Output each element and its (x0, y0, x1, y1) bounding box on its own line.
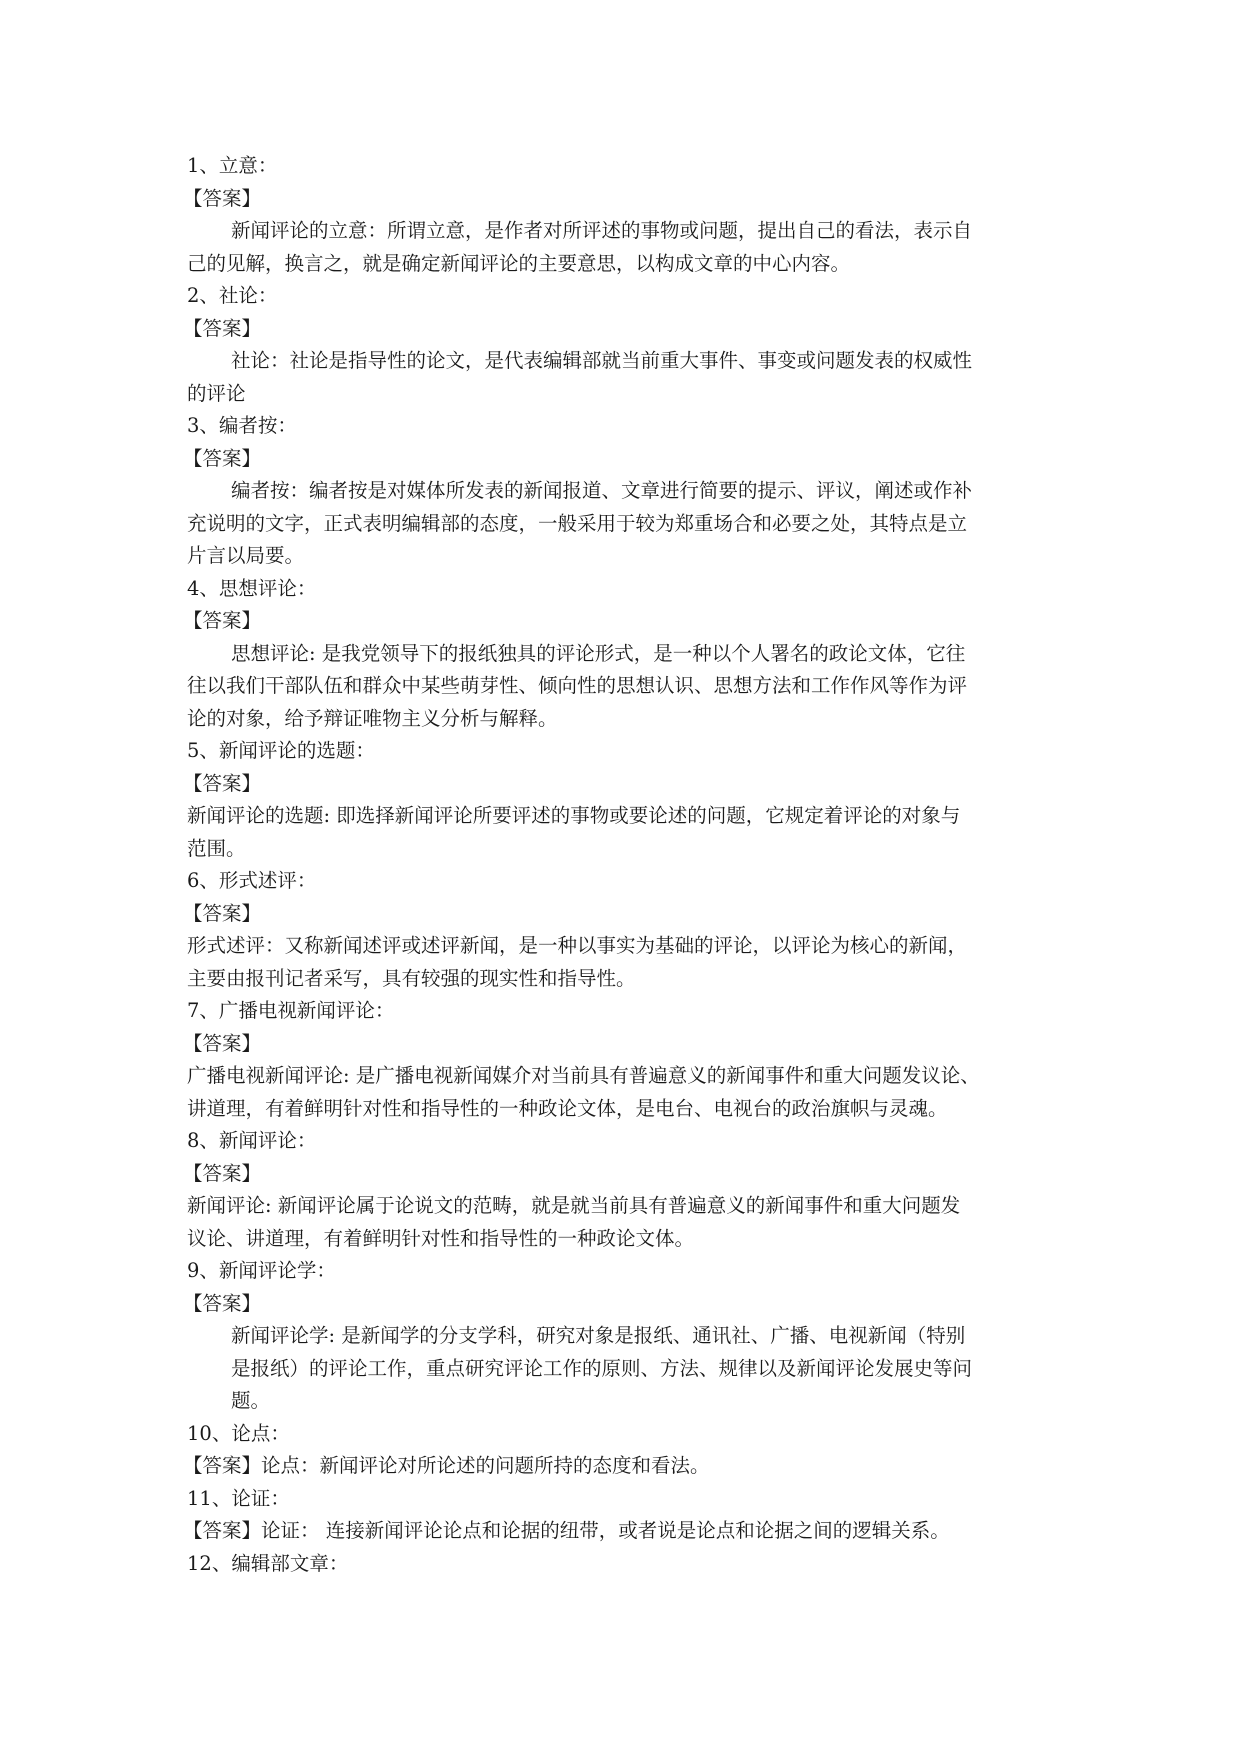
answer-inline-text: 论点：新闻评论对所论述的问题所持的态度和看法。 (261, 1454, 710, 1477)
question-heading: 10、论点： (187, 1421, 290, 1445)
answer-text-line: 范围。 (187, 836, 246, 860)
answer-text-line: 新闻评论的立意：所谓立意，是作者对所评述的事物或问题，提出自己的看法，表示自 (231, 219, 973, 242)
question-heading: 5、新闻评论的选题： (187, 739, 375, 762)
answer-label: 【答案】 (183, 1519, 262, 1542)
answer-text-line: 题。 (231, 1389, 271, 1412)
answer-text-line: 形式述评：又称新闻述评或述评新闻，是一种以事实为基础的评论，以评论为核心的新闻， (187, 934, 968, 957)
answer-inline-row (183, 1450, 1067, 1483)
answer-text-line: 新闻评论: 新闻评论属于论说文的范畴，就是就当前具有普遍意义的新闻事件和重大问题发 (187, 1194, 961, 1217)
document-body (183, 150, 1067, 1580)
answer-label: 【答案】 (183, 446, 262, 470)
question-heading: 3、编者按： (187, 414, 297, 437)
question-heading: 11、论证： (187, 1486, 290, 1510)
question-heading: 8、新闻评论： (187, 1129, 317, 1152)
question-heading: 6、形式述评： (187, 869, 317, 892)
question-heading: 4、思想评论： (187, 576, 317, 600)
answer-text-line: 往以我们干部队伍和群众中某些萌芽性、倾向性的思想认识、思想方法和工作作风等作为评 (187, 674, 968, 697)
answer-text-line: 新闻评论的选题: 即选择新闻评论所要评述的事物或要论述的问题，它规定着评论的对象与 (187, 804, 961, 827)
answer-text-line: 广播电视新闻评论: 是广播电视新闻媒介对当前具有普遍意义的新闻事件和重大问题发议论、 (187, 1064, 980, 1087)
answer-label: 【答案】 (183, 1161, 262, 1185)
answer-label: 【答案】 (183, 316, 262, 340)
answer-text-line: 己的见解，换言之，就是确定新闻评论的主要意思，以构成文章的中心内容。 (187, 251, 851, 275)
answer-inline-text: 论证： 连接新闻评论论点和论据的纽带，或者说是论点和论据之间的逻辑关系。 (261, 1519, 950, 1542)
answer-label: 【答案】 (183, 771, 262, 795)
answer-text-line: 主要由报刊记者采写，具有较强的现实性和指导性。 (187, 966, 636, 990)
answer-text-line: 充说明的文字，正式表明编辑部的态度，一般采用于较为郑重场合和必要之处，其特点是立 (187, 511, 968, 535)
answer-label: 【答案】 (183, 1454, 262, 1477)
answer-text-line: 社论：社论是指导性的论文，是代表编辑部就当前重大事件、事变或问题发表的权威性 (231, 349, 973, 372)
answer-text-line: 是报纸）的评论工作，重点研究评论工作的原则、方法、规律以及新闻评论发展史等问 (231, 1356, 973, 1380)
question-heading: 1、立意： (187, 154, 278, 177)
answer-label: 【答案】 (183, 609, 262, 632)
question-heading: 9、新闻评论学： (187, 1259, 336, 1282)
answer-label: 【答案】 (183, 186, 262, 210)
answer-text-line: 议论、讲道理，有着鲜明针对性和指导性的一种政论文体。 (187, 1226, 695, 1250)
answer-text-line: 思想评论: 是我党领导下的报纸独具的评论形式，是一种以个人署名的政论文体，它往 (231, 641, 966, 665)
answer-text-line: 的评论 (187, 381, 246, 405)
question-heading: 12、编辑部文章： (187, 1551, 349, 1575)
answer-text-line: 论的对象，给予辩证唯物主义分析与解释。 (187, 706, 558, 730)
answer-text-line: 新闻评论学: 是新闻学的分支学科，研究对象是报纸、通讯社、广播、电视新闻（特别 (231, 1324, 966, 1347)
answer-label: 【答案】 (183, 1031, 262, 1055)
answer-text-line: 片言以局要。 (187, 544, 305, 567)
question-heading: 2、社论： (187, 284, 278, 307)
answer-text-line: 讲道理，有着鲜明针对性和指导性的一种政论文体，是电台、电视台的政治旗帜与灵魂。 (187, 1096, 948, 1120)
answer-text-line: 编者按：编者按是对媒体所发表的新闻报道、文章进行简要的提示、评议，阐述或作补 (231, 479, 973, 502)
answer-label: 【答案】 (183, 1291, 262, 1315)
question-heading: 7、广播电视新闻评论： (187, 999, 395, 1022)
answer-inline-row (183, 1515, 1067, 1548)
answer-label: 【答案】 (183, 901, 262, 925)
